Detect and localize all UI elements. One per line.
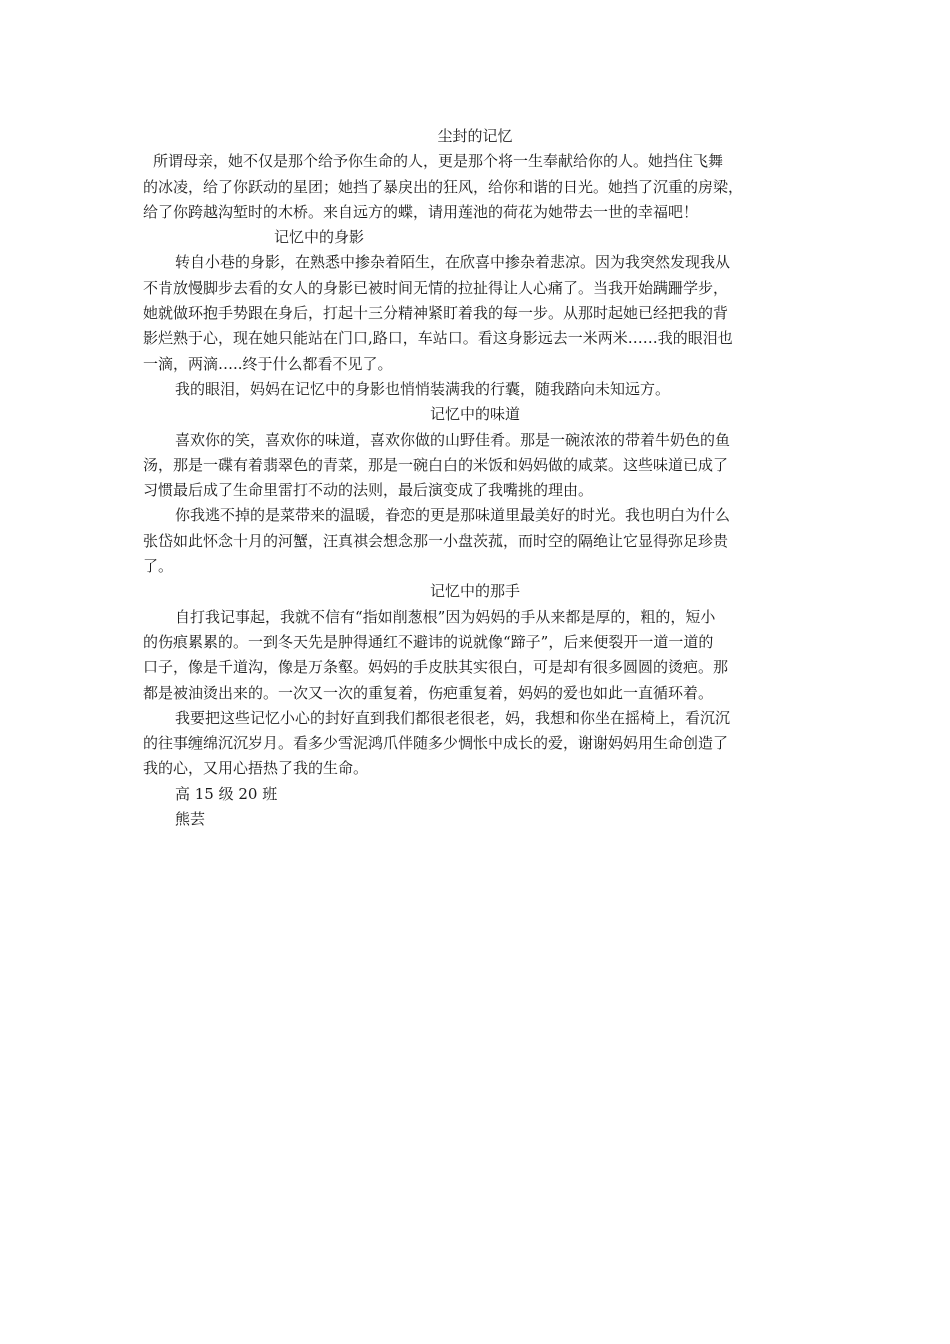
intro-line: 所谓母亲，她不仅是那个给予你生命的人，更是那个将一生奉献给你的人。她挡住飞舞: [153, 152, 724, 171]
text-line: 的伤痕累累的。一到冬天先是肿得通红不避讳的说就像“蹄子”，后来便裂开一道一道的: [143, 632, 714, 651]
text-line: 口子，像是千道沟，像是万条壑。妈妈的手皮肤其实很白，可是却有很多圆圆的烫疤。那: [143, 658, 729, 677]
text-line: 汤，那是一碟有着翡翠色的青菜，那是一碗白白的米饭和妈妈做的咸菜。这些味道已成了: [143, 455, 729, 474]
text-line: 一滴，两滴…..终于什么都看不见了。: [143, 354, 393, 373]
shadow-paragraph-1: [143, 250, 807, 376]
class-name: 高 15 级 20 班: [175, 784, 278, 803]
text-line: 喜欢你的笑，喜欢你的味道，喜欢你做的山野佳肴。那是一碗浓浓的带着牛奶色的鱼: [175, 430, 731, 449]
text-line: 我要把这些记忆小心的封好直到我们都很老很老，妈，我想和你坐在摇椅上，看沉沉: [175, 708, 731, 727]
hands-paragraph-2: [143, 706, 807, 782]
section-heading-taste: 记忆中的味道: [429, 405, 520, 424]
text-line: 习惯最后成了生命里雷打不动的法则，最后演变成了我嘴挑的理由。: [143, 481, 594, 500]
hands-paragraph-1: [143, 605, 807, 706]
section-heading-shadow: 记忆中的身影: [274, 228, 365, 247]
intro-line: 的冰凌，给了你跃动的星团；她挡了暴戾出的狂风，给你和谐的日光。她挡了沉重的房梁，: [143, 177, 744, 196]
text-line: 自打我记事起，我就不信有“指如削葱根”因为妈妈的手从来都是厚的，粗的，短小: [175, 607, 716, 626]
section-heading-hands: 记忆中的那手: [429, 582, 520, 601]
text-line: 影烂熟于心，现在她只能站在门口,路口，车站口。看这身影远去一米两米……我的眼泪也: [143, 329, 733, 348]
taste-paragraph-2: [143, 503, 807, 579]
text-line: 了。: [143, 557, 174, 576]
intro-line: 给了你跨越沟堑时的木桥。来自远方的蝶，请用莲池的荷花为她带去一世的幸福吧！: [143, 202, 699, 221]
document-body: [143, 124, 807, 832]
text-line: 都是被油烫出来的。一次又一次的重复着，伤疤重复着，妈妈的爱也如此一直循环着。: [143, 683, 714, 702]
text-line: 我的眼泪，妈妈在记忆中的身影也悄悄装满我的行囊，随我踏向未知远方。: [175, 379, 671, 398]
text-line: 她就做环抱手势跟在身后，打起十三分精神紧盯着我的每一步。从那时起她已经把我的背: [143, 304, 729, 323]
document-title: 尘封的记忆: [437, 127, 513, 145]
shadow-paragraph-2: [143, 377, 807, 402]
text-line: 你我逃不掉的是菜带来的温暖，眷恋的更是那味道里最美好的时光。我也明白为什么: [175, 506, 731, 525]
text-line: 的往事缠绵沉沉岁月。看多少雪泥鸿爪伴随多少惆怅中成长的爱，谢谢妈妈用生命创造了: [143, 734, 729, 753]
taste-paragraph-1: [143, 428, 807, 504]
text-line: 张岱如此怀念十月的河蟹，汪真祺会想念那一小盘茨菰，而时空的隔绝让它显得弥足珍贵: [143, 531, 729, 550]
text-line: 不肯放慢脚步去看的女人的身影已被时间无情的拉扯得让人心痛了。当我开始蹒跚学步，: [143, 278, 729, 297]
text-line: 转自小巷的身影，在熟悉中掺杂着陌生，在欣喜中掺杂着悲凉。因为我突然发现我从: [175, 253, 731, 272]
intro-paragraph: [143, 149, 807, 225]
author-name: 熊芸: [175, 810, 206, 829]
text-line: 我的心，又用心捂热了我的生命。: [143, 759, 369, 778]
